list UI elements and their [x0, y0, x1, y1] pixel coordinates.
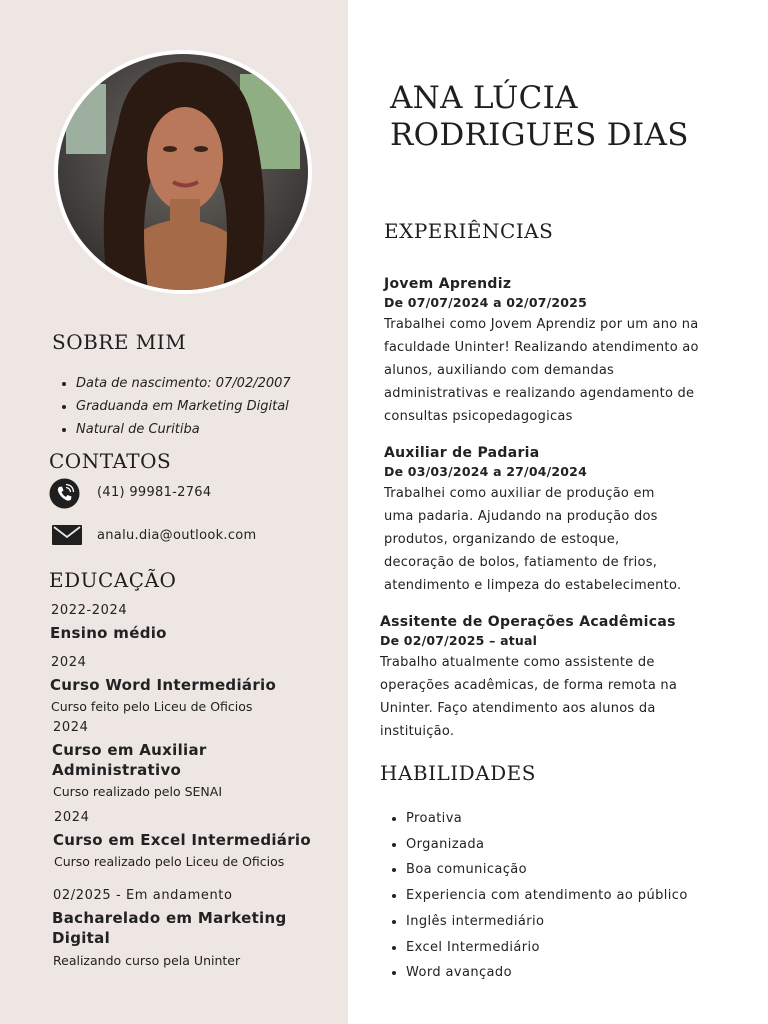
about-item: • Natural de Curitiba [76, 418, 291, 441]
job-title: Assitente de Operações Acadêmicas [380, 614, 676, 630]
job-description-line: atendimento e limpeza do estabelecimento. [384, 578, 682, 593]
job-description-line: produtos, organizando de estoque, [384, 532, 620, 547]
contacts-heading: CONTATOS [49, 449, 172, 473]
name-line-2: RODRIGUES DIAS [390, 117, 689, 153]
education-years: 02/2025 - Em andamento [53, 888, 233, 903]
experience-heading: EXPERIÊNCIAS [384, 219, 554, 243]
skill-item: • Boa comunicação [406, 857, 688, 883]
name-line-1: ANA LÚCIA [390, 80, 578, 116]
education-title: Ensino médio [50, 624, 167, 642]
job-entry [384, 276, 744, 428]
job-dates: De 02/07/2025 – atual [380, 633, 538, 648]
skill-item: • Excel Intermediário [406, 935, 688, 961]
skill-item: • Word avançado [406, 960, 688, 986]
job-entry [384, 445, 744, 597]
skill-item: • Experiencia com atendimento ao público [406, 883, 688, 909]
job-description [384, 482, 744, 597]
education-heading: EDUCAÇÃO [49, 568, 177, 592]
education-title-line: Bacharelado em Marketing [52, 909, 287, 927]
email-address[interactable]: analu.dia@outlook.com [97, 528, 257, 543]
about-item: • Data de nascimento: 07/02/2007 [76, 372, 291, 395]
job-dates: De 07/07/2024 a 02/07/2025 [384, 295, 587, 310]
profile-photo-image [58, 54, 308, 290]
job-entry [380, 614, 750, 743]
about-heading: SOBRE MIM [52, 330, 187, 354]
education-years: 2024 [54, 810, 90, 825]
job-description-line: uma padaria. Ajudando na produção dos [384, 509, 658, 524]
phone-number[interactable]: (41) 99981-2764 [97, 485, 212, 500]
skills-list [384, 806, 688, 986]
job-description-line: faculdade Uninter! Realizando atendimento ao [384, 340, 699, 355]
skill-item: • Proativa [406, 806, 688, 832]
education-title-line: Curso em Auxiliar [52, 741, 207, 759]
skills-heading: HABILIDADES [380, 761, 536, 785]
job-title: Auxiliar de Padaria [384, 445, 540, 461]
job-description-line: administrativas e realizando agendamento de [384, 386, 695, 401]
about-list [54, 372, 291, 441]
job-description-line: alunos, auxiliando com demandas [384, 363, 615, 378]
education-title-line: Administrativo [52, 761, 182, 779]
job-description-line: Trabalho atualmente como assistente de [380, 655, 655, 670]
education-title: Curso Word Intermediário [50, 676, 277, 694]
education-desc: Curso feito pelo Liceu de Oficios [51, 699, 253, 714]
education-years: 2022-2024 [51, 603, 128, 618]
education-desc: Curso realizado pelo SENAI [53, 784, 223, 799]
profile-photo [54, 50, 312, 294]
job-description-line: operações acadêmicas, de forma remota na [380, 678, 678, 693]
envelope-icon [52, 525, 82, 545]
education-title [52, 740, 207, 780]
about-item: • Graduanda em Marketing Digital [76, 395, 291, 418]
skill-item: • Inglês intermediário [406, 909, 688, 935]
education-years: 2024 [53, 720, 89, 735]
skill-item: • Organizada [406, 832, 688, 858]
job-description [384, 313, 744, 428]
job-description-line: consultas psicopedagogicas [384, 409, 573, 424]
education-title-line: Digital [52, 929, 111, 947]
job-description-line: Uninter. Faço atendimento aos alunos da [380, 701, 656, 716]
education-years: 2024 [51, 655, 87, 670]
job-description-line: Trabalhei como Jovem Aprendiz por um ano na [384, 317, 699, 332]
education-title: Curso em Excel Intermediário [53, 831, 311, 849]
education-desc: Curso realizado pelo Liceu de Oficios [54, 854, 285, 869]
education-desc: Realizando curso pela Uninter [53, 953, 241, 968]
job-title: Jovem Aprendiz [384, 276, 512, 292]
phone-icon [49, 478, 80, 509]
job-description-line: instituição. [380, 724, 455, 739]
education-title [52, 908, 287, 948]
job-dates: De 03/03/2024 a 27/04/2024 [384, 464, 587, 479]
job-description-line: Trabalhei como auxiliar de produção em [384, 486, 655, 501]
job-description-line: decoração de bolos, fatiamento de frios, [384, 555, 658, 570]
full-name [390, 80, 689, 154]
job-description [380, 651, 750, 743]
